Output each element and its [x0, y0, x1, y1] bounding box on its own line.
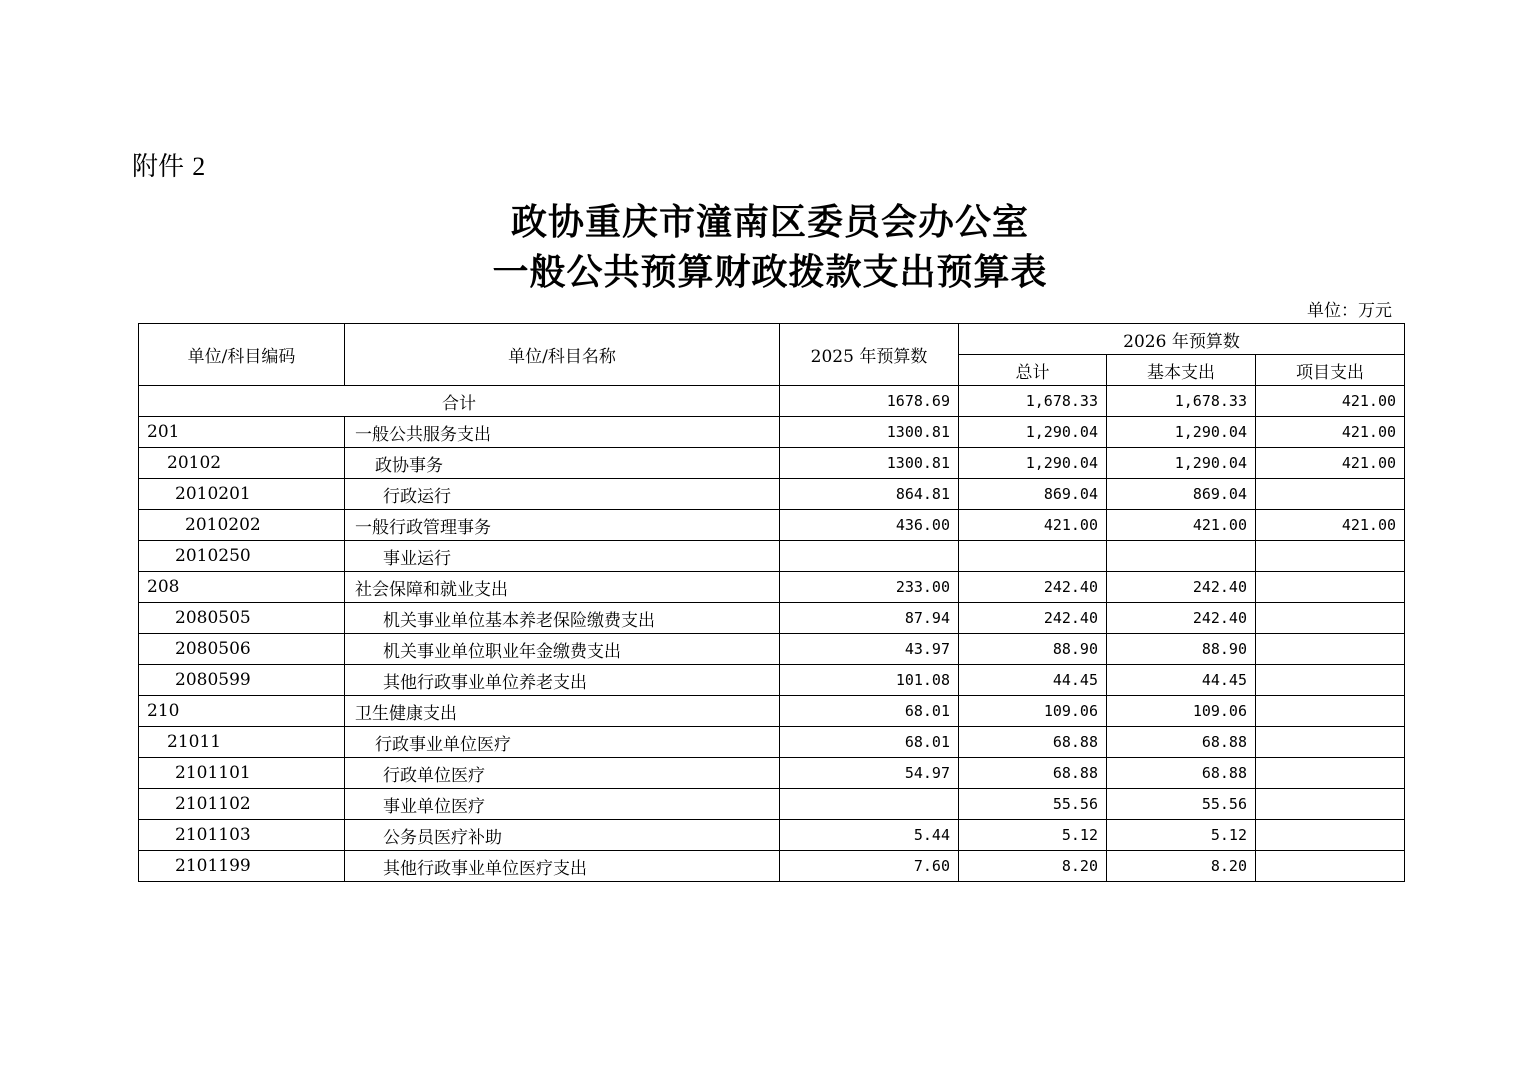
row-code: 2080505: [139, 603, 345, 634]
row-total: 88.90: [959, 634, 1107, 665]
row-project: [1256, 851, 1405, 882]
row-project: [1256, 820, 1405, 851]
row-name: 一般行政管理事务: [345, 510, 780, 541]
unit-label: 单位：万元: [1307, 301, 1392, 321]
table-row: [139, 696, 1405, 727]
row-budget-2025: 5.44: [780, 820, 959, 851]
row-name: 事业单位医疗: [345, 789, 780, 820]
row-code: 21011: [139, 727, 345, 758]
row-total: 68.88: [959, 758, 1107, 789]
attachment-number: 2: [192, 152, 206, 181]
row-budget-2025: 233.00: [780, 572, 959, 603]
row-project: [1256, 758, 1405, 789]
row-budget-2025: 68.01: [780, 696, 959, 727]
row-total: 242.40: [959, 572, 1107, 603]
total-row: [139, 386, 1405, 417]
row-total: 8.20: [959, 851, 1107, 882]
row-total: 869.04: [959, 479, 1107, 510]
row-project: [1256, 727, 1405, 758]
row-code: 2101101: [139, 758, 345, 789]
row-code: 2080506: [139, 634, 345, 665]
row-code: 20102: [139, 448, 345, 479]
budget-table: [138, 323, 1405, 882]
total-total: 1,678.33: [959, 386, 1107, 417]
row-basic: 109.06: [1107, 696, 1256, 727]
page-title-line1: 政协重庆市潼南区委员会办公室: [510, 201, 1029, 243]
header-project: 项目支出: [1256, 355, 1405, 386]
row-budget-2025: 54.97: [780, 758, 959, 789]
row-project: [1256, 541, 1405, 572]
header-basic: 基本支出: [1107, 355, 1256, 386]
row-budget-2025: [780, 789, 959, 820]
table-row: [139, 417, 1405, 448]
row-name: 行政运行: [345, 479, 780, 510]
row-basic: 242.40: [1107, 572, 1256, 603]
row-basic: 88.90: [1107, 634, 1256, 665]
row-code: 2010250: [139, 541, 345, 572]
row-project: 421.00: [1256, 417, 1405, 448]
row-name: 政协事务: [345, 448, 780, 479]
row-total: 5.12: [959, 820, 1107, 851]
row-project: [1256, 696, 1405, 727]
row-budget-2025: 864.81: [780, 479, 959, 510]
row-basic: 8.20: [1107, 851, 1256, 882]
header-row-1: [139, 324, 1405, 355]
row-name: 机关事业单位职业年金缴费支出: [345, 634, 780, 665]
row-code: 2010201: [139, 479, 345, 510]
row-basic: 869.04: [1107, 479, 1256, 510]
row-name: 事业运行: [345, 541, 780, 572]
header-budget-2026: 2026 年预算数: [959, 324, 1405, 355]
row-name: 卫生健康支出: [345, 696, 780, 727]
row-basic: 1,290.04: [1107, 417, 1256, 448]
row-project: [1256, 603, 1405, 634]
table-row: [139, 510, 1405, 541]
table-row: [139, 541, 1405, 572]
row-total: 421.00: [959, 510, 1107, 541]
row-name: 社会保障和就业支出: [345, 572, 780, 603]
header-total: 总计: [959, 355, 1107, 386]
row-total: 68.88: [959, 727, 1107, 758]
row-code: 201: [139, 417, 345, 448]
total-basic: 1,678.33: [1107, 386, 1256, 417]
row-budget-2025: 68.01: [780, 727, 959, 758]
table-row: [139, 851, 1405, 882]
row-project: 421.00: [1256, 510, 1405, 541]
row-project: [1256, 789, 1405, 820]
row-name: 一般公共服务支出: [345, 417, 780, 448]
total-label: 合计: [139, 386, 780, 417]
row-total: [959, 541, 1107, 572]
row-code: 2101103: [139, 820, 345, 851]
row-basic: 242.40: [1107, 603, 1256, 634]
table-row: [139, 572, 1405, 603]
table-row: [139, 448, 1405, 479]
table-row: [139, 758, 1405, 789]
row-total: 44.45: [959, 665, 1107, 696]
row-code: 2101199: [139, 851, 345, 882]
row-project: [1256, 479, 1405, 510]
row-basic: 55.56: [1107, 789, 1256, 820]
page-title-line2: 一般公共预算财政拨款支出预算表: [492, 251, 1048, 293]
row-name: 其他行政事业单位医疗支出: [345, 851, 780, 882]
table-row: [139, 634, 1405, 665]
row-budget-2025: 43.97: [780, 634, 959, 665]
total-project: 421.00: [1256, 386, 1405, 417]
row-name: 其他行政事业单位养老支出: [345, 665, 780, 696]
attachment-text: 附件: [132, 152, 185, 182]
table-row: [139, 665, 1405, 696]
row-budget-2025: 87.94: [780, 603, 959, 634]
row-budget-2025: 101.08: [780, 665, 959, 696]
table-row: [139, 479, 1405, 510]
row-code: 2010202: [139, 510, 345, 541]
row-basic: 1,290.04: [1107, 448, 1256, 479]
row-total: 55.56: [959, 789, 1107, 820]
row-budget-2025: 1300.81: [780, 448, 959, 479]
row-budget-2025: [780, 541, 959, 572]
table-row: [139, 820, 1405, 851]
row-budget-2025: 436.00: [780, 510, 959, 541]
row-basic: 68.88: [1107, 758, 1256, 789]
total-budget-2025: 1678.69: [780, 386, 959, 417]
row-code: 2080599: [139, 665, 345, 696]
row-name: 行政单位医疗: [345, 758, 780, 789]
row-name: 行政事业单位医疗: [345, 727, 780, 758]
table-row: [139, 727, 1405, 758]
header-name: 单位/科目名称: [345, 324, 780, 386]
row-name: 公务员医疗补助: [345, 820, 780, 851]
table-row: [139, 603, 1405, 634]
row-project: [1256, 634, 1405, 665]
header-code: 单位/科目编码: [139, 324, 345, 386]
row-total: 1,290.04: [959, 417, 1107, 448]
row-basic: [1107, 541, 1256, 572]
row-basic: 5.12: [1107, 820, 1256, 851]
row-basic: 421.00: [1107, 510, 1256, 541]
row-code: 208: [139, 572, 345, 603]
row-name: 机关事业单位基本养老保险缴费支出: [345, 603, 780, 634]
row-code: 210: [139, 696, 345, 727]
row-total: 242.40: [959, 603, 1107, 634]
attachment-label: [132, 146, 205, 183]
row-basic: 68.88: [1107, 727, 1256, 758]
header-budget-2025: 2025 年预算数: [780, 324, 959, 386]
row-project: 421.00: [1256, 448, 1405, 479]
table-row: [139, 789, 1405, 820]
row-total: 1,290.04: [959, 448, 1107, 479]
row-budget-2025: 1300.81: [780, 417, 959, 448]
row-code: 2101102: [139, 789, 345, 820]
row-basic: 44.45: [1107, 665, 1256, 696]
row-budget-2025: 7.60: [780, 851, 959, 882]
row-project: [1256, 665, 1405, 696]
row-project: [1256, 572, 1405, 603]
row-total: 109.06: [959, 696, 1107, 727]
